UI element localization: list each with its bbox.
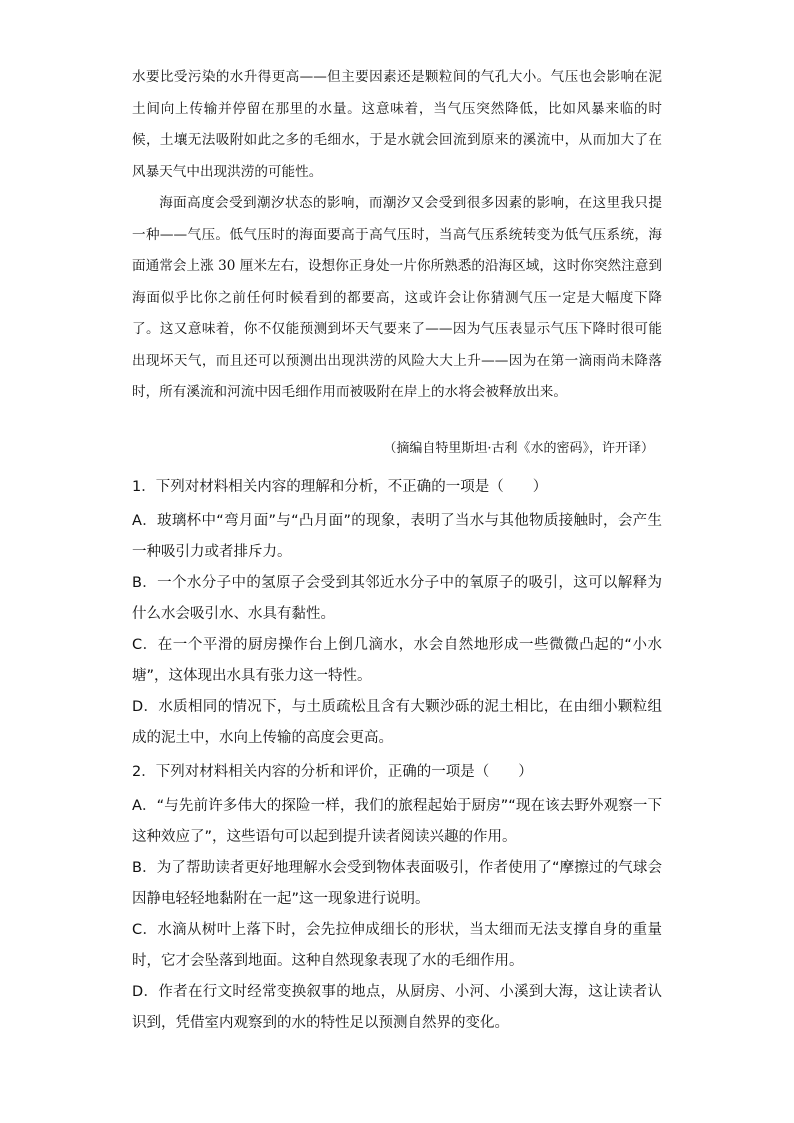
question-list: [132, 472, 662, 1039]
reading-passage: [132, 62, 662, 409]
question-2: [132, 757, 662, 1039]
question-stem: 1．下列对材料相关内容的理解和分析，不正确的一项是（ ）: [132, 479, 548, 495]
option-d: D．作者在行文时经常变换叙事的地点，从厨房、小河、小溪到大海，这让读者认识到，凭借室内观察到的水的特性足以预测自然界的变化。: [132, 984, 662, 1031]
question-stem: 2．下列对材料相关内容的分析和评价，正确的一项是（ ）: [132, 764, 533, 780]
option-c: C．水滴从树叶上落下时，会先拉伸成细长的形状，当太细而无法支撑自身的重量时，它才会坠落到地面。这种自然现象表现了水的毛细作用。: [132, 922, 662, 969]
passage-paragraph: 水要比受污染的水升得更高——但主要因素还是颗粒间的气孔大小。气压也会影响在泥土间向上传输并停留在那里的水量。这意味着，当气压突然降低，比如风暴来临的时候，土壤无法吸附如此之多的毛细水，于是水就会回流到原来的溪流中，从而加大了在风暴天气中出现洪涝的可能性。: [132, 69, 662, 180]
passage-paragraph: 海面高度会受到潮汐状态的影响，而潮汐又会受到很多因素的影响，在这里我只提一种——气压。低气压时的海面要高于高气压时，当高气压系统转变为低气压系统，海面通常会上涨 30 厘米左右，设想你正身处一片你所熟悉的沿海区域，这时你突然注意到海面似乎比你之前任何时候看到的都要高，这或许会让你猜测气压一定是大幅度下降了。这又意味着，你不仅能预测到坏天气要来了——因为气压表显示气压下降时很可能出现坏天气，而且还可以预测出出现洪涝的风险大大上升——因为在第一滴雨尚未降落时，所有溪流和河流中因毛细作用而被吸附在岸上的水将会被释放出来。: [132, 195, 662, 400]
question-1: [132, 472, 662, 754]
option-c: C．在一个平滑的厨房操作台上倒几滴水，水会自然地形成一些微微凸起的“小水塘”，这体现出水具有张力这一特性。: [132, 637, 662, 684]
option-b: B．一个水分子中的氢原子会受到其邻近水分子中的氧原子的吸引，这可以解释为什么水会吸引水、水具有黏性。: [132, 575, 662, 622]
option-b: B．为了帮助读者更好地理解水会受到物体表面吸引，作者使用了“摩擦过的气球会因静电轻轻地黏附在一起”这一现象进行说明。: [132, 860, 662, 907]
option-a: A．玻璃杯中“弯月面”与“凸月面”的现象，表明了当水与其他物质接触时，会产生一种吸引力或者排斥力。: [132, 513, 662, 560]
option-d: D．水质相同的情况下，与土质疏松且含有大颗沙砾的泥土相比，在由细小颗粒组成的泥土中，水向上传输的高度会更高。: [132, 699, 662, 746]
passage-source: （摘编自特里斯坦·古利《水的密码》，许开译）: [383, 441, 654, 456]
option-a: A．“与先前许多伟大的探险一样，我们的旅程起始于厨房”“现在该去野外观察一下这种效应了”，这些语句可以起到提升读者阅读兴趣的作用。: [132, 798, 662, 845]
